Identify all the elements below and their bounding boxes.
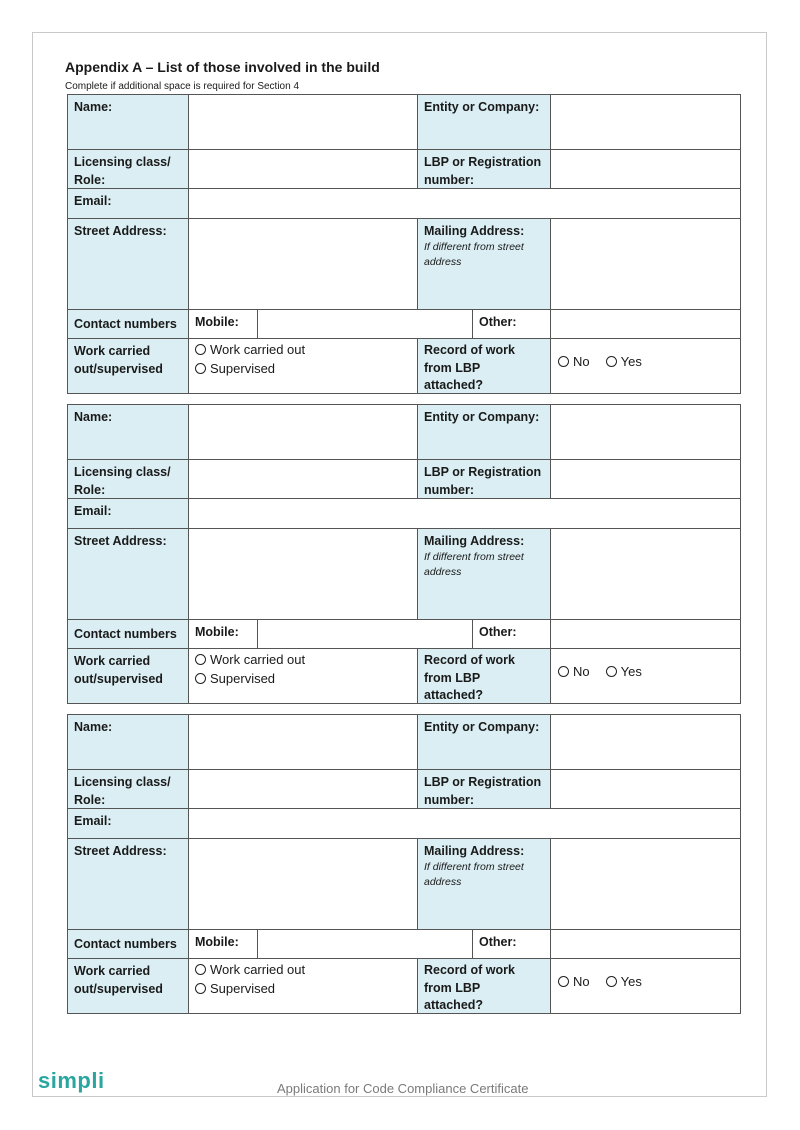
record-no-option[interactable]: No: [558, 972, 590, 991]
grid-line: [417, 648, 418, 704]
lbp-field[interactable]: [550, 149, 741, 188]
work-label: Work carried out/supervised: [67, 648, 188, 704]
other-label: Other:: [479, 315, 517, 329]
other-field[interactable]: [550, 309, 741, 338]
record-yes-option[interactable]: Yes: [606, 972, 642, 991]
grid-line: [550, 404, 551, 498]
mobile-field[interactable]: [257, 309, 472, 338]
grid-line: [67, 929, 741, 930]
grid-line: [67, 338, 741, 339]
entity-label: Entity or Company:: [417, 404, 550, 459]
email-field[interactable]: [188, 808, 741, 838]
lbp-label: LBP or Registration number:: [417, 149, 550, 188]
mailing-address-field[interactable]: [550, 218, 741, 309]
page-title: Appendix A – List of those involved in the build: [65, 59, 380, 75]
email-field[interactable]: [188, 498, 741, 528]
mailing-address-label: Mailing Address: If different from street address: [417, 218, 550, 309]
mailing-address-label: Mailing Address: If different from street address: [417, 528, 550, 619]
licensing-label: Licensing class/ Role:: [67, 149, 188, 188]
other-label: Other:: [479, 625, 517, 639]
grid-line: [67, 838, 741, 839]
radio-icon[interactable]: [558, 356, 569, 367]
street-address-field[interactable]: [188, 218, 417, 309]
radio-icon[interactable]: [606, 356, 617, 367]
supervised-option[interactable]: Supervised: [195, 359, 410, 378]
entity-field[interactable]: [550, 714, 741, 769]
mailing-address-field[interactable]: [550, 528, 741, 619]
grid-line: [67, 619, 741, 620]
radio-icon[interactable]: [558, 666, 569, 677]
email-label: Email:: [67, 188, 188, 218]
entity-label: Entity or Company:: [417, 714, 550, 769]
street-address-label: Street Address:: [67, 838, 188, 929]
grid-line: [67, 769, 741, 770]
record-options: [550, 338, 741, 384]
grid-line: [67, 404, 68, 704]
mobile-field[interactable]: [257, 619, 472, 648]
grid-line: [67, 218, 741, 219]
radio-icon[interactable]: [606, 976, 617, 987]
grid-line: [67, 648, 741, 649]
grid-line: [550, 218, 551, 394]
mobile-field[interactable]: [257, 929, 472, 958]
email-field[interactable]: [188, 188, 741, 218]
grid-line: [67, 188, 741, 189]
grid-line: [740, 94, 741, 394]
grid-line: [550, 838, 551, 1014]
mobile-label: Mobile:: [195, 935, 239, 949]
lbp-field[interactable]: [550, 459, 741, 498]
work-carried-out-option[interactable]: Work carried out: [195, 340, 410, 359]
grid-line: [67, 393, 741, 394]
other-field[interactable]: [550, 929, 741, 958]
contact-numbers-label: Contact numbers: [67, 309, 188, 338]
licensing-field[interactable]: [188, 149, 417, 188]
lbp-label: LBP or Registration number:: [417, 769, 550, 808]
name-field[interactable]: [188, 404, 417, 459]
grid-line: [472, 929, 473, 958]
record-of-work-label: Record of work from LBP attached?: [417, 648, 550, 704]
mailing-address-label: Mailing Address: If different from street address: [417, 838, 550, 929]
work-options: [188, 338, 417, 394]
grid-line: [417, 958, 418, 1014]
licensing-field[interactable]: [188, 459, 417, 498]
licensing-field[interactable]: [188, 769, 417, 808]
grid-line: [67, 149, 741, 150]
record-of-work-label: Record of work from LBP attached?: [417, 958, 550, 1014]
footer-text: Application for Code Compliance Certificate: [277, 1081, 529, 1096]
entity-label: Entity or Company:: [417, 94, 550, 149]
work-carried-out-option[interactable]: Work carried out: [195, 960, 410, 979]
work-options: [188, 958, 417, 1014]
record-yes-option[interactable]: Yes: [606, 662, 642, 681]
grid-line: [740, 714, 741, 1014]
supervised-option[interactable]: Supervised: [195, 979, 410, 998]
grid-line: [257, 619, 258, 648]
grid-line: [67, 714, 741, 715]
radio-icon[interactable]: [195, 363, 206, 374]
radio-icon[interactable]: [558, 976, 569, 987]
grid-line: [67, 958, 741, 959]
radio-icon[interactable]: [195, 983, 206, 994]
lbp-field[interactable]: [550, 769, 741, 808]
mailing-note: If different from street address: [424, 551, 524, 578]
radio-icon[interactable]: [195, 654, 206, 665]
lbp-label: LBP or Registration number:: [417, 459, 550, 498]
supervised-option[interactable]: Supervised: [195, 669, 410, 688]
name-label: Name:: [67, 714, 188, 769]
radio-icon[interactable]: [195, 673, 206, 684]
grid-line: [740, 404, 741, 704]
other-label: Other:: [479, 935, 517, 949]
grid-line: [188, 714, 189, 1014]
grid-line: [257, 929, 258, 958]
record-options: [550, 648, 741, 694]
grid-line: [417, 528, 418, 619]
mailing-note: If different from street address: [424, 241, 524, 268]
grid-line: [550, 714, 551, 808]
entity-field[interactable]: [550, 404, 741, 459]
work-carried-out-option[interactable]: Work carried out: [195, 650, 410, 669]
mobile-label: Mobile:: [195, 625, 239, 639]
grid-line: [67, 528, 741, 529]
mobile-label: Mobile:: [195, 315, 239, 329]
grid-line: [67, 94, 741, 95]
grid-line: [417, 338, 418, 394]
simpli-logo: simpli: [38, 1068, 105, 1093]
radio-icon[interactable]: [195, 344, 206, 355]
person-block-3: [67, 714, 741, 1014]
grid-line: [67, 498, 741, 499]
grid-line: [472, 309, 473, 338]
work-options: [188, 648, 417, 704]
radio-icon[interactable]: [195, 964, 206, 975]
grid-line: [67, 309, 741, 310]
person-block-2: [67, 404, 741, 704]
grid-line: [67, 94, 68, 394]
other-field[interactable]: [550, 619, 741, 648]
email-label: Email:: [67, 808, 188, 838]
grid-line: [417, 404, 418, 498]
grid-line: [550, 94, 551, 188]
grid-line: [188, 404, 189, 704]
record-yes-option[interactable]: Yes: [606, 352, 642, 371]
grid-line: [67, 714, 68, 1014]
grid-line: [67, 808, 741, 809]
page-subtitle: Complete if additional space is required for Section 4: [65, 81, 300, 92]
street-address-label: Street Address:: [67, 528, 188, 619]
email-label: Email:: [67, 498, 188, 528]
grid-line: [67, 703, 741, 704]
grid-line: [550, 528, 551, 704]
person-block-1: [67, 94, 741, 394]
record-no-option[interactable]: No: [558, 352, 590, 371]
grid-line: [67, 404, 741, 405]
contact-numbers-label: Contact numbers: [67, 619, 188, 648]
grid-line: [188, 94, 189, 394]
record-options: [550, 958, 741, 1004]
name-label: Name:: [67, 404, 188, 459]
grid-line: [417, 94, 418, 188]
grid-line: [417, 838, 418, 929]
grid-line: [472, 619, 473, 648]
grid-line: [67, 1013, 741, 1014]
name-field[interactable]: [188, 94, 417, 149]
record-no-option[interactable]: No: [558, 662, 590, 681]
work-label: Work carried out/supervised: [67, 958, 188, 1014]
grid-line: [67, 459, 741, 460]
street-address-label: Street Address:: [67, 218, 188, 309]
grid-line: [257, 309, 258, 338]
grid-line: [417, 714, 418, 808]
contact-numbers-label: Contact numbers: [67, 929, 188, 958]
mailing-address-field[interactable]: [550, 838, 741, 929]
name-label: Name:: [67, 94, 188, 149]
street-address-field[interactable]: [188, 528, 417, 619]
licensing-label: Licensing class/ Role:: [67, 769, 188, 808]
name-field[interactable]: [188, 714, 417, 769]
grid-line: [417, 218, 418, 309]
street-address-field[interactable]: [188, 838, 417, 929]
radio-icon[interactable]: [606, 666, 617, 677]
licensing-label: Licensing class/ Role:: [67, 459, 188, 498]
work-label: Work carried out/supervised: [67, 338, 188, 394]
entity-field[interactable]: [550, 94, 741, 149]
record-of-work-label: Record of work from LBP attached?: [417, 338, 550, 394]
mailing-note: If different from street address: [424, 861, 524, 888]
